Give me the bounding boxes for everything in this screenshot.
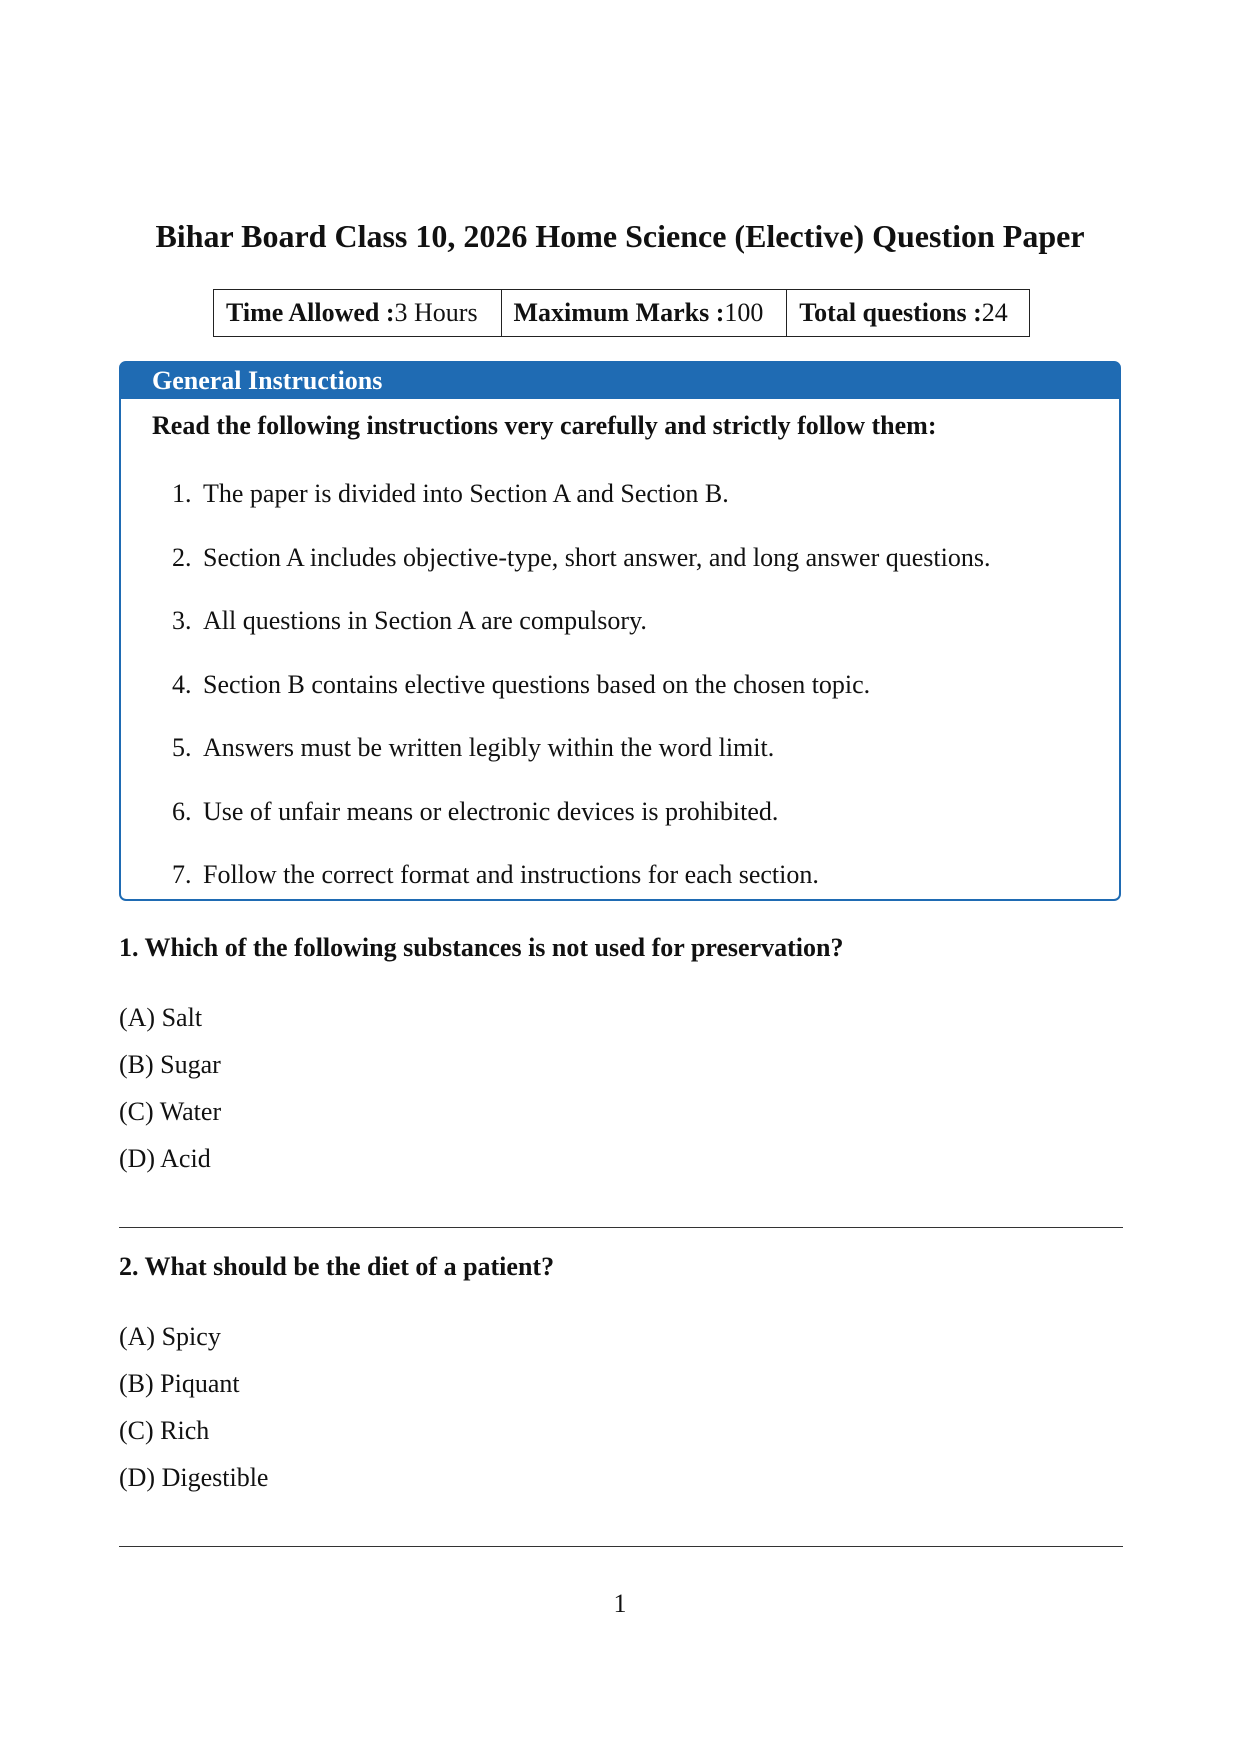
option-a: (A) Salt: [119, 1003, 203, 1032]
question-divider: [119, 1227, 1123, 1228]
question-divider: [119, 1546, 1123, 1547]
total-questions-value: 24: [981, 298, 1008, 327]
instruction-text: Follow the correct format and instructions for each section.: [203, 860, 819, 889]
question-text: 2. What should be the diet of a patient?: [119, 1252, 555, 1281]
instruction-number: 4.: [172, 669, 192, 699]
instruction-item: [172, 543, 990, 607]
maximum-marks-cell: [501, 290, 787, 337]
question-text: 1. Which of the following substances is not used for preservation?: [119, 933, 844, 962]
instruction-item: [172, 670, 990, 734]
instruction-number: 6.: [172, 796, 192, 826]
time-allowed-label: Time Allowed :: [226, 298, 395, 327]
exam-meta-table: [213, 289, 1030, 337]
general-instructions-box: [119, 361, 1121, 901]
instructions-lead: Read the following instructions very carefully and strictly follow them:: [152, 411, 937, 440]
question-1: [119, 933, 1123, 1191]
instruction-number: 7.: [172, 860, 192, 889]
instruction-item: [172, 860, 990, 924]
paper-title: Bihar Board Class 10, 2026 Home Science (Elective) Question Paper: [155, 218, 1085, 254]
page-number: 1: [613, 1589, 627, 1618]
instruction-text: The paper is divided into Section A and Section B.: [203, 479, 729, 508]
option-c: (C) Water: [119, 1097, 222, 1126]
instruction-text: Section A includes objective-type, short answer, and long answer questions.: [203, 542, 991, 572]
instructions-header: General Instructions: [121, 363, 1119, 399]
option-b: (B) Piquant: [119, 1369, 240, 1398]
time-allowed-cell: [214, 290, 502, 337]
instruction-text: Use of unfair means or electronic devices is prohibited.: [203, 796, 779, 826]
question-2: [119, 1252, 1123, 1510]
instruction-number: 2.: [172, 542, 192, 572]
option-c: (C) Rich: [119, 1416, 210, 1445]
total-questions-label: Total questions :: [799, 298, 982, 327]
maximum-marks-value: 100: [724, 298, 764, 327]
instruction-text: All questions in Section A are compulsory.: [203, 606, 647, 635]
instruction-item: [172, 479, 990, 543]
instruction-item: [172, 797, 990, 861]
total-questions-cell: [787, 290, 1030, 337]
instructions-list: [172, 479, 990, 924]
option-a: (A) Spicy: [119, 1322, 221, 1351]
instruction-number: 3.: [172, 606, 192, 635]
option-d: (D) Digestible: [119, 1463, 269, 1492]
options-list: [119, 1003, 1123, 1191]
maximum-marks-label: Maximum Marks :: [513, 298, 725, 327]
time-allowed-value: 3 Hours: [394, 298, 478, 327]
options-list: [119, 1322, 1123, 1510]
instruction-number: 5.: [172, 733, 192, 762]
instruction-item: [172, 606, 990, 670]
option-b: (B) Sugar: [119, 1050, 221, 1079]
instruction-text: Answers must be written legibly within the word limit.: [203, 733, 775, 762]
option-d: (D) Acid: [119, 1144, 211, 1173]
instruction-number: 1.: [172, 479, 192, 508]
instruction-item: [172, 733, 990, 797]
instruction-text: Section B contains elective questions based on the chosen topic.: [203, 669, 871, 699]
